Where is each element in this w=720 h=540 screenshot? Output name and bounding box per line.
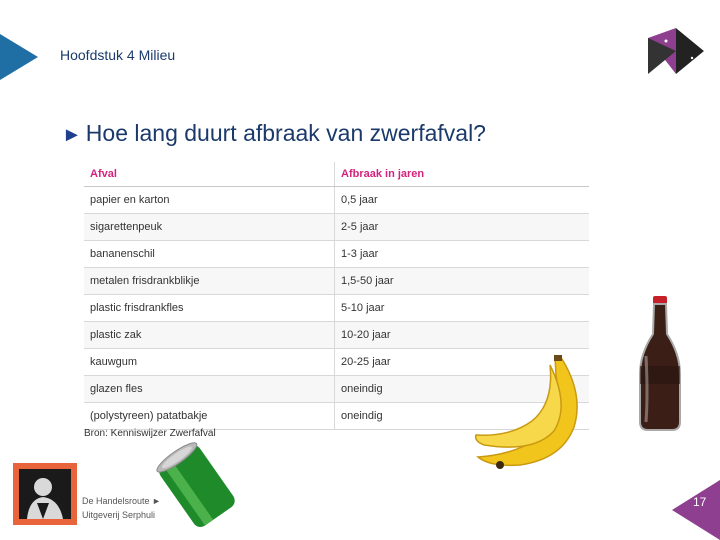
years-cell: 0,5 jaar <box>335 187 590 214</box>
table-row <box>84 187 589 214</box>
years-cell: 1-3 jaar <box>335 241 590 268</box>
slide-title <box>62 120 486 147</box>
cola-bottle-image <box>632 294 688 432</box>
publisher-line-1: De Handelsroute ► <box>82 496 161 506</box>
source-note: Bron: Kenniswijzer Zwerfafval <box>84 428 216 439</box>
years-cell: oneindig <box>335 403 590 430</box>
publisher-logo-top-icon <box>648 28 704 74</box>
waste-cell: papier en karton <box>84 187 335 214</box>
years-cell: 5-10 jaar <box>335 295 590 322</box>
publisher-portrait-logo <box>13 463 77 525</box>
banana-image <box>470 355 588 470</box>
table-row <box>84 295 589 322</box>
years-cell: 2-5 jaar <box>335 214 590 241</box>
waste-cell: glazen fles <box>84 376 335 403</box>
title-marker-icon: ► <box>62 124 82 146</box>
waste-cell: plastic zak <box>84 322 335 349</box>
waste-cell: kauwgum <box>84 349 335 376</box>
chapter-label: Hoofdstuk 4 Milieu <box>60 47 176 63</box>
corner-triangle-icon <box>0 34 38 80</box>
years-cell: oneindig <box>335 376 590 403</box>
waste-cell: bananenschil <box>84 241 335 268</box>
waste-cell: (polystyreen) patatbakje <box>84 403 335 430</box>
years-cell: 10-20 jaar <box>335 322 590 349</box>
page-number: 17 <box>693 495 707 509</box>
table-row <box>84 268 589 295</box>
table-row <box>84 214 589 241</box>
table-row <box>84 322 589 349</box>
table-header-row <box>84 162 589 187</box>
header-decomposition: Afbraak in jaren <box>335 162 590 187</box>
years-cell: 1,5-50 jaar <box>335 268 590 295</box>
publisher-name <box>82 494 161 522</box>
slide-title-text: Hoe lang duurt afbraak van zwerfafval? <box>85 120 486 146</box>
page-number-badge <box>672 480 720 540</box>
publisher-line-2: Uitgeverij Serphuli <box>82 510 156 520</box>
waste-cell: sigarettenpeuk <box>84 214 335 241</box>
waste-cell: plastic frisdrankfles <box>84 295 335 322</box>
header-waste: Afval <box>84 162 335 187</box>
table-row <box>84 241 589 268</box>
waste-cell: metalen frisdrankblikje <box>84 268 335 295</box>
years-cell: 20-25 jaar <box>335 349 590 376</box>
soda-can-image <box>150 442 240 528</box>
